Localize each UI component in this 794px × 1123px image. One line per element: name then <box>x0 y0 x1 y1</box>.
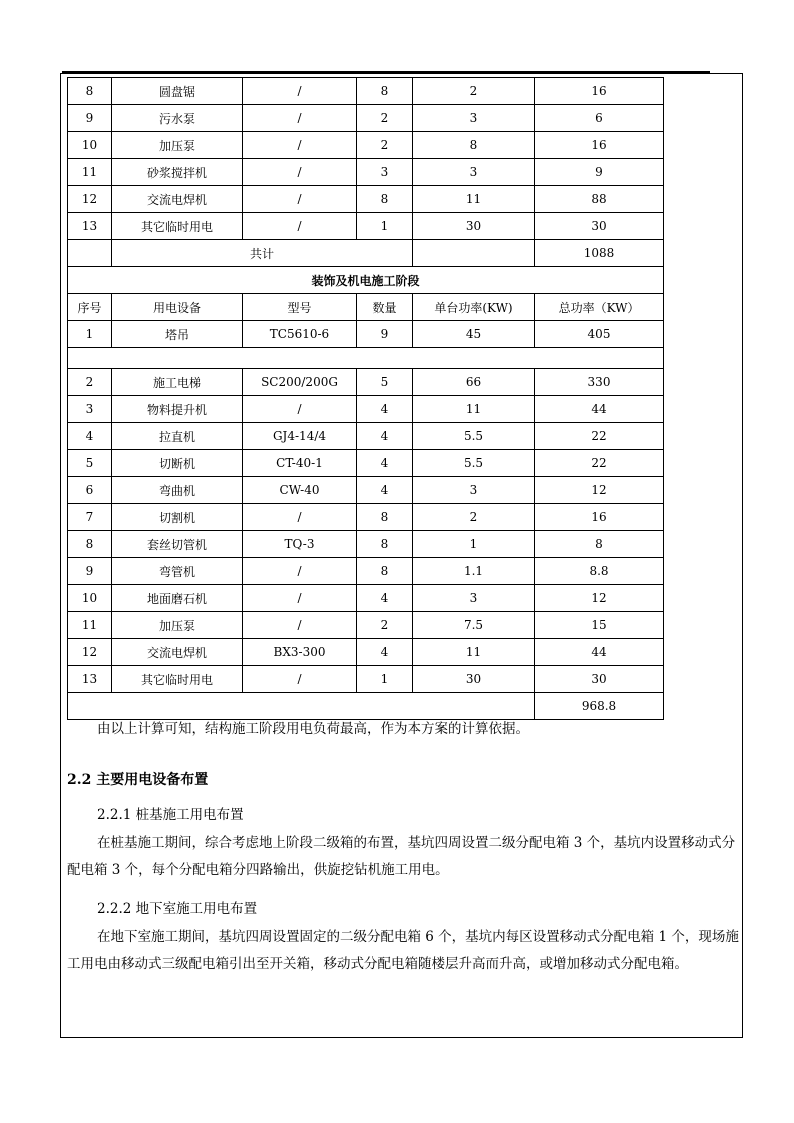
cell-model: SC200/200G <box>243 369 357 396</box>
section-row <box>68 267 664 294</box>
cell-equipment: 塔吊 <box>112 321 243 348</box>
conclusion-paragraph: 由以上计算可知，结构施工阶段用电负荷最高，作为本方案的计算依据。 <box>97 721 529 737</box>
cell-no: 12 <box>68 186 112 213</box>
cell-model: / <box>243 396 357 423</box>
cell-no: 10 <box>68 585 112 612</box>
cell-model: / <box>243 612 357 639</box>
table-row <box>68 105 664 132</box>
section-title: 装饰及机电施工阶段 <box>68 267 664 294</box>
equipment-table-2 <box>67 368 664 720</box>
cell-qty: 1 <box>357 213 413 240</box>
cell-model: / <box>243 585 357 612</box>
cell-total-power: 330 <box>535 369 664 396</box>
cell-total-power: 8 <box>535 531 664 558</box>
table-row <box>68 369 664 396</box>
cell-unit-power: 7.5 <box>413 612 535 639</box>
cell-no: 8 <box>68 78 112 105</box>
cell-qty: 8 <box>357 78 413 105</box>
cell-model: / <box>243 159 357 186</box>
cell-no: 5 <box>68 450 112 477</box>
cell-no: 2 <box>68 369 112 396</box>
cell-unit-power: 3 <box>413 105 535 132</box>
cell-equipment: 切断机 <box>112 450 243 477</box>
cell-no: 1 <box>68 321 112 348</box>
header-unit-power: 单台功率(KW) <box>413 294 535 321</box>
cell-total-power: 9 <box>535 159 664 186</box>
table-row <box>68 639 664 666</box>
cell-qty: 8 <box>357 186 413 213</box>
cell-total-power: 44 <box>535 396 664 423</box>
cell-total-power: 16 <box>535 132 664 159</box>
table-row <box>68 531 664 558</box>
cell-equipment: 拉直机 <box>112 423 243 450</box>
cell-unit-power: 11 <box>413 639 535 666</box>
cell-no: 7 <box>68 504 112 531</box>
cell-total-power: 30 <box>535 213 664 240</box>
cell-total-power: 88 <box>535 186 664 213</box>
cell-unit-power: 5.5 <box>413 450 535 477</box>
cell-qty: 2 <box>357 132 413 159</box>
cell-qty: 4 <box>357 450 413 477</box>
cell-qty: 2 <box>357 612 413 639</box>
cell-unit-power: 2 <box>413 78 535 105</box>
cell-equipment: 砂浆搅拌机 <box>112 159 243 186</box>
cell-equipment: 地面磨石机 <box>112 585 243 612</box>
paragraph-2-2-1: 在桩基施工期间，综合考虑地上阶段二级箱的布置，基坑四周设置二级分配电箱 3 个，基坑内设置移动式分配电箱 3 个，每个分配电箱分四路输出，供旋挖钻机施工用电。 <box>67 835 736 878</box>
cell-model: / <box>243 186 357 213</box>
cell-equipment: 圆盘锯 <box>112 78 243 105</box>
cell-qty: 4 <box>357 585 413 612</box>
cell-equipment: 其它临时用电 <box>112 666 243 693</box>
cell-equipment: 施工电梯 <box>112 369 243 396</box>
cell-equipment: 污水泵 <box>112 105 243 132</box>
cell-equipment: 切割机 <box>112 504 243 531</box>
cell-qty: 4 <box>357 396 413 423</box>
cell-total-power: 16 <box>535 504 664 531</box>
cell-qty: 4 <box>357 477 413 504</box>
cell-qty: 4 <box>357 639 413 666</box>
cell-total-power: 22 <box>535 423 664 450</box>
cell-equipment: 加压泵 <box>112 132 243 159</box>
cell-unit-power: 11 <box>413 396 535 423</box>
cell-qty: 9 <box>357 321 413 348</box>
cell-total-power: 405 <box>535 321 664 348</box>
cell-qty: 4 <box>357 423 413 450</box>
cell-qty: 1 <box>357 666 413 693</box>
table-row <box>68 132 664 159</box>
cell-model: BX3-300 <box>243 639 357 666</box>
cell-no: 8 <box>68 531 112 558</box>
cell-qty: 8 <box>357 558 413 585</box>
table-row <box>68 423 664 450</box>
section-heading-2-2: 2.2 主要用电设备布置 <box>67 772 209 788</box>
spacer-cell <box>68 348 664 369</box>
table-row <box>68 612 664 639</box>
cell-total-power: 22 <box>535 450 664 477</box>
cell-model: / <box>243 132 357 159</box>
cell-model: / <box>243 558 357 585</box>
total-value: 1088 <box>535 240 664 267</box>
cell-unit-power: 45 <box>413 321 535 348</box>
cell-unit-power: 8 <box>413 132 535 159</box>
cell-model: TC5610-6 <box>243 321 357 348</box>
cell-model: CT-40-1 <box>243 450 357 477</box>
cell-no: 11 <box>68 159 112 186</box>
cell-total-power: 12 <box>535 585 664 612</box>
cell-unit-power: 1 <box>413 531 535 558</box>
paragraph-2-2-2: 在地下室施工期间，基坑四周设置固定的二级分配电箱 6 个，基坑内每区设置移动式分配电箱 1 个，现场施工用电由移动式三级配电箱引出至开关箱，移动式分配电箱随楼层升高而升高，或增加移动式分配电箱。 <box>67 929 739 972</box>
table-row <box>68 450 664 477</box>
table-row <box>68 558 664 585</box>
header-equipment: 用电设备 <box>112 294 243 321</box>
header-total-power: 总功率（KW） <box>535 294 664 321</box>
table-row <box>68 321 664 348</box>
cell-unit-power: 3 <box>413 477 535 504</box>
cell-model: / <box>243 105 357 132</box>
cell-no: 11 <box>68 612 112 639</box>
table-row <box>68 396 664 423</box>
cell-model: TQ-3 <box>243 531 357 558</box>
cell-equipment: 加压泵 <box>112 612 243 639</box>
table-row <box>68 213 664 240</box>
cell-no: 9 <box>68 105 112 132</box>
cell-model: / <box>243 213 357 240</box>
cell-no: 9 <box>68 558 112 585</box>
table-body <box>68 369 664 720</box>
cell-equipment: 弯管机 <box>112 558 243 585</box>
cell-equipment: 弯曲机 <box>112 477 243 504</box>
header-model: 型号 <box>243 294 357 321</box>
cell-total-power: 6 <box>535 105 664 132</box>
cell-model: / <box>243 504 357 531</box>
cell-unit-power: 30 <box>413 666 535 693</box>
cell-qty: 8 <box>357 531 413 558</box>
cell-no: 10 <box>68 132 112 159</box>
cell-no: 3 <box>68 396 112 423</box>
cell-equipment: 套丝切管机 <box>112 531 243 558</box>
cell-model: / <box>243 78 357 105</box>
table-row <box>68 78 664 105</box>
section-heading-2-2-2: 2.2.2 地下室施工用电布置 <box>97 901 258 917</box>
cell-unit-power: 5.5 <box>413 423 535 450</box>
table-row <box>68 504 664 531</box>
cell-unit-power: 66 <box>413 369 535 396</box>
cell-total-power: 30 <box>535 666 664 693</box>
section-heading-2-2-1: 2.2.1 桩基施工用电布置 <box>97 807 244 823</box>
cell-model: CW-40 <box>243 477 357 504</box>
table-body <box>68 78 664 369</box>
cell-unit-power: 1.1 <box>413 558 535 585</box>
header-qty: 数量 <box>357 294 413 321</box>
cell-total-power: 16 <box>535 78 664 105</box>
cell-equipment: 交流电焊机 <box>112 186 243 213</box>
cell-equipment: 交流电焊机 <box>112 639 243 666</box>
table-row <box>68 159 664 186</box>
table-row <box>68 477 664 504</box>
spacer-row <box>68 348 664 369</box>
table-row <box>68 666 664 693</box>
equipment-table-1 <box>67 77 664 368</box>
cell-no: 4 <box>68 423 112 450</box>
cell-model: / <box>243 666 357 693</box>
cell-model: GJ4-14/4 <box>243 423 357 450</box>
cell-total-power: 8.8 <box>535 558 664 585</box>
cell-no: 6 <box>68 477 112 504</box>
cell-qty: 3 <box>357 159 413 186</box>
cell-unit-power: 11 <box>413 186 535 213</box>
cell-equipment: 其它临时用电 <box>112 213 243 240</box>
cell-unit-power: 3 <box>413 585 535 612</box>
cell-total-power: 44 <box>535 639 664 666</box>
total-value: 968.8 <box>535 693 664 720</box>
total-row <box>68 240 664 267</box>
cell-qty: 5 <box>357 369 413 396</box>
header-row <box>68 294 664 321</box>
cell-total-power: 12 <box>535 477 664 504</box>
cell-no: 12 <box>68 639 112 666</box>
cell-equipment: 物料提升机 <box>112 396 243 423</box>
cell-qty: 2 <box>357 105 413 132</box>
cell-total-power: 15 <box>535 612 664 639</box>
header-no: 序号 <box>68 294 112 321</box>
cell-no: 13 <box>68 666 112 693</box>
cell-no: 13 <box>68 213 112 240</box>
cell-qty: 8 <box>357 504 413 531</box>
cell-unit-power: 2 <box>413 504 535 531</box>
cell-unit-power: 3 <box>413 159 535 186</box>
table-row <box>68 186 664 213</box>
cell-blank <box>413 240 535 267</box>
total-label: 共计 <box>112 240 413 267</box>
cell-blank <box>68 240 112 267</box>
table-row <box>68 585 664 612</box>
cell-unit-power: 30 <box>413 213 535 240</box>
